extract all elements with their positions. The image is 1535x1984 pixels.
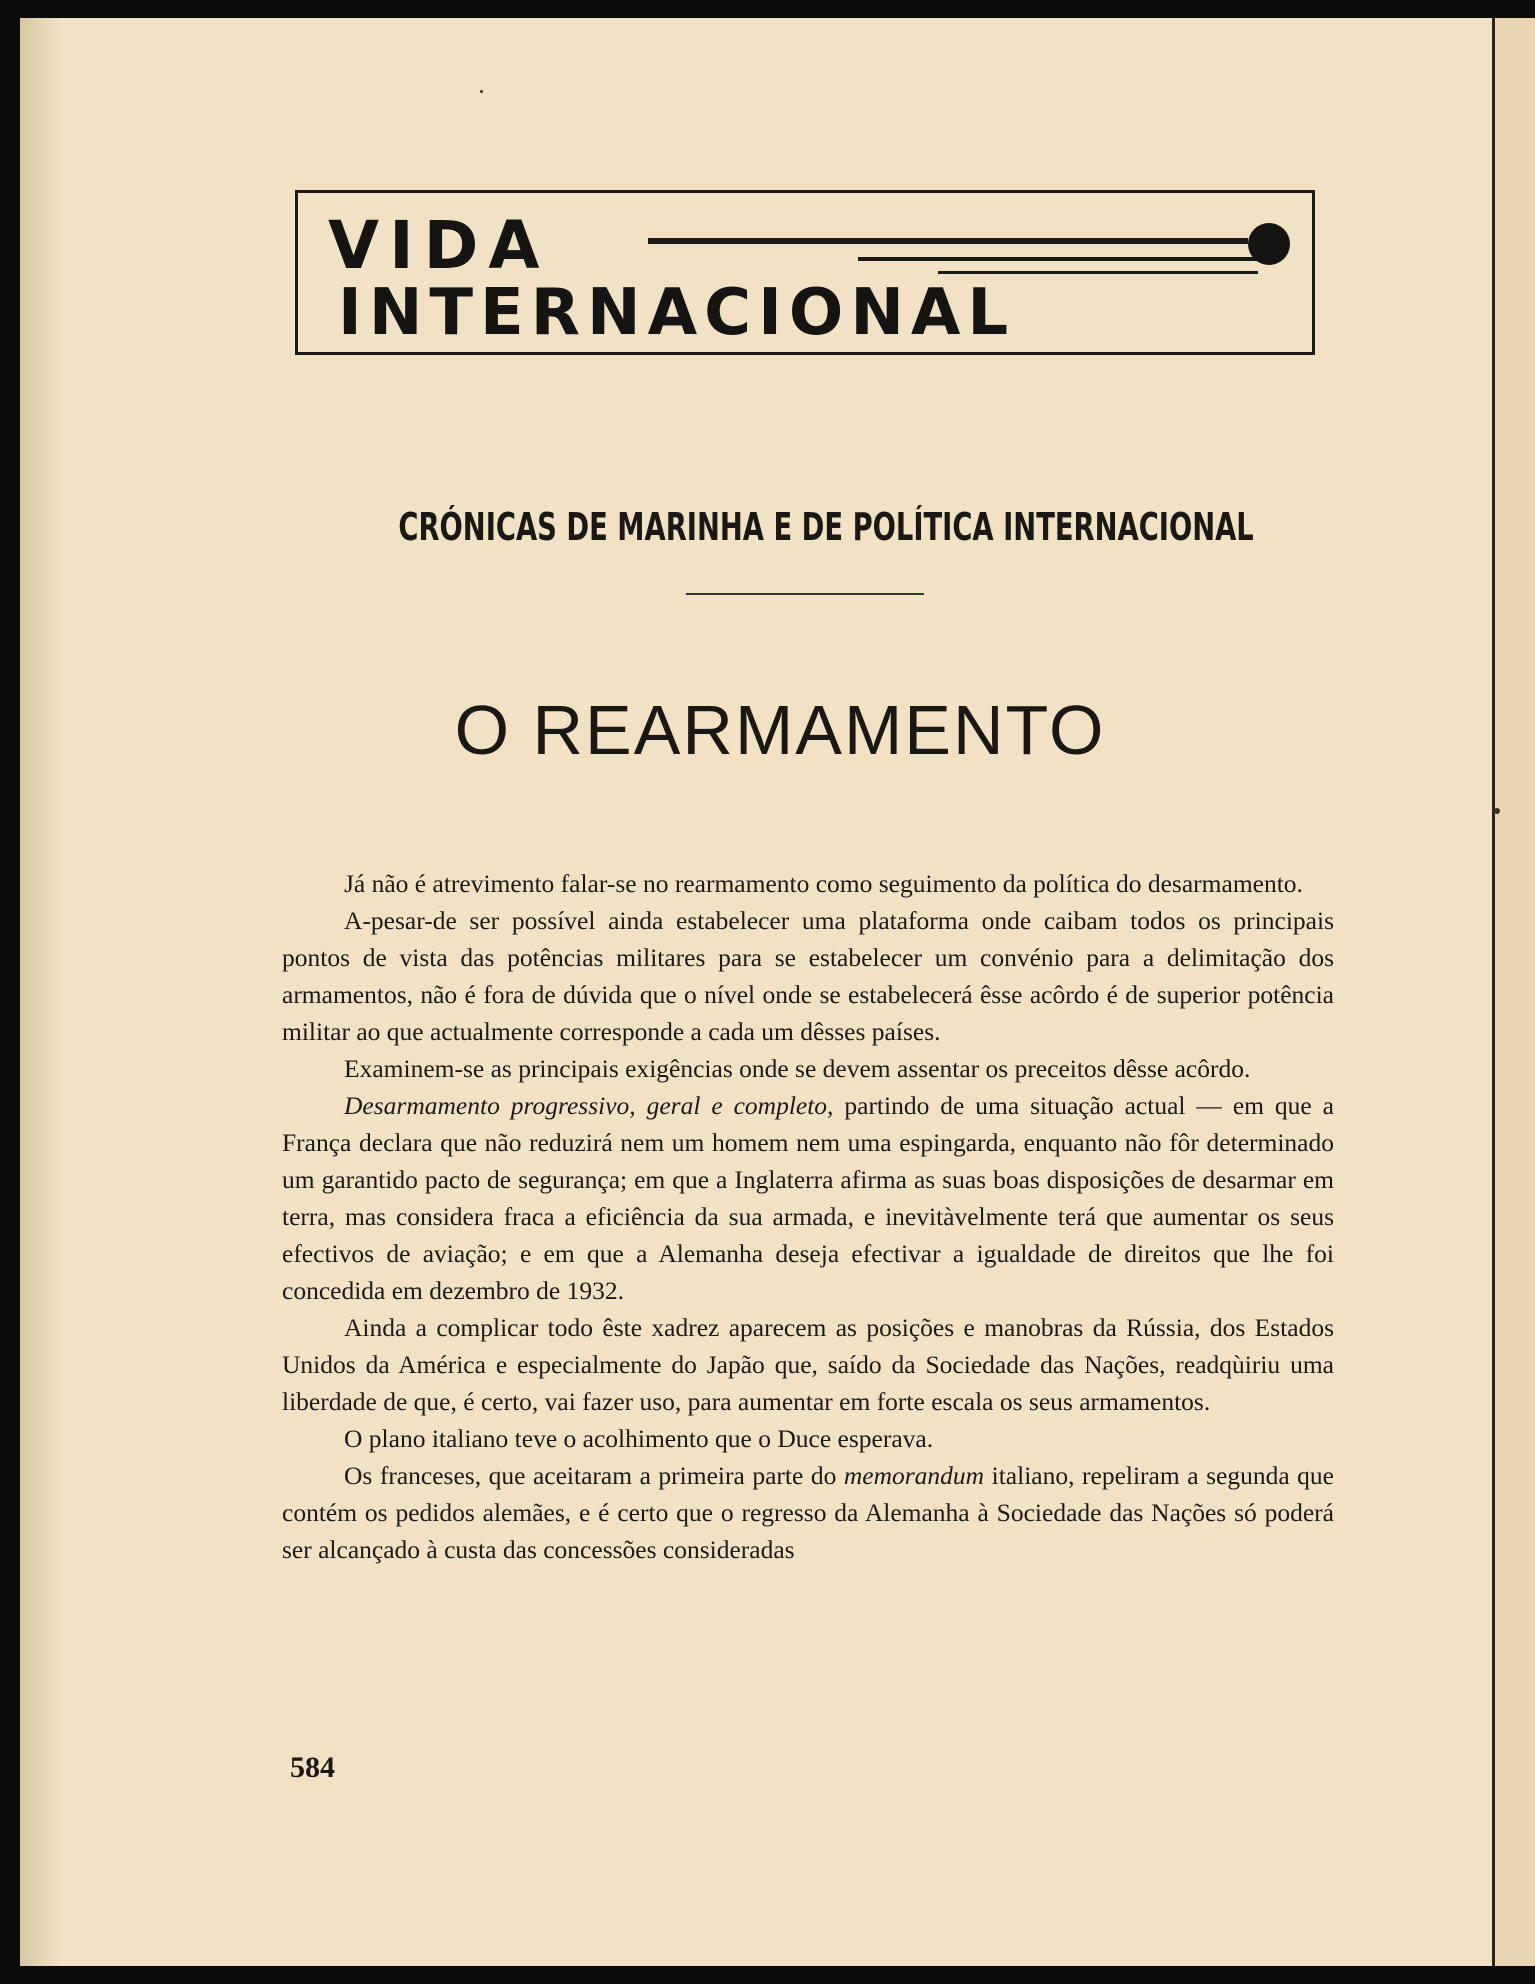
masthead-line2: INTERNACIONAL — [338, 276, 1016, 350]
paragraph — [282, 1087, 1334, 1309]
masthead-rule — [648, 238, 1248, 244]
paragraph: O plano italiano teve o acolhimento que o Duce esperava. — [344, 1424, 934, 1453]
masthead-dot-icon — [1248, 223, 1290, 265]
page-number: 584 — [290, 1751, 335, 1784]
page-mark — [480, 90, 483, 93]
page-mark — [1494, 808, 1500, 814]
section-title: CRÓNICAS DE MARINHA E DE POLÍTICA INTERNACIONAL — [398, 505, 1254, 549]
adjacent-page-edge — [1492, 18, 1535, 1966]
page-gutter-shadow — [20, 18, 60, 1966]
masthead-box — [295, 190, 1315, 355]
masthead-rule — [858, 257, 1258, 261]
divider — [686, 593, 924, 595]
paragraph: Já não é atrevimento falar-se no rearmamento como seguimento da política do desarmamento. — [344, 869, 1303, 898]
paragraph-text: italiano, repeliram a segunda que contém os pedidos alemães, e é certo que o regresso da Alemanha à Sociedade das Nações só poderá ser alcançado à custa das concessões consideradas — [282, 1461, 1334, 1564]
paragraph — [282, 1457, 1334, 1568]
paragraph-text: Os franceses, que aceitaram a primeira parte do — [344, 1461, 844, 1490]
paragraph: Ainda a complicar todo êste xadrez aparecem as posições e manobras da Rússia, dos Estados Unidos da América e especialmente do Japão que, saído da Sociedade das Nações, readqùiriu uma liberdade de que, é certo, vai fazer uso, para aumentar em forte escala os seus armamentos. — [282, 1313, 1334, 1416]
masthead-line1: VIDA — [328, 207, 550, 284]
masthead-rule — [938, 271, 1258, 274]
article-title: O REARMAMENTO — [454, 691, 1106, 769]
article-body — [282, 865, 1334, 1568]
paragraph: Examinem-se as principais exigências onde se devem assentar os preceitos dêsse acôrdo. — [344, 1054, 1251, 1083]
paragraph-text: partindo de uma situação actual — em que a França declara que não reduzirá nem um homem nem uma espingarda, enquanto não fôr determinado um garantido pacto de segurança; em que a Inglaterra afirma as suas boas disposições de desarmar em terra, mas considera fraca a eficiência da sua armada, e inevitàvelmente terá que aumentar os seus efectivos de aviação; e em que a Alemanha deseja efectivar a igualdade de direitos que lhe foi concedida em dezembro de 1932. — [282, 1091, 1334, 1305]
paragraph: A-pesar-de ser possível ainda estabelecer uma plataforma onde caibam todos os principais pontos de vista das potências militares para se estabelecer um convénio para a delimitação dos armamentos, não é fora de dúvida que o nível onde se estabelecerá êsse acôrdo é de superior potência militar ao que actualmente corresponde a cada um dêsses países. — [282, 906, 1334, 1046]
italic-term: memorandum — [843, 1461, 985, 1490]
italic-lead: Desarmamento progressivo, geral e completo, — [344, 1091, 834, 1120]
